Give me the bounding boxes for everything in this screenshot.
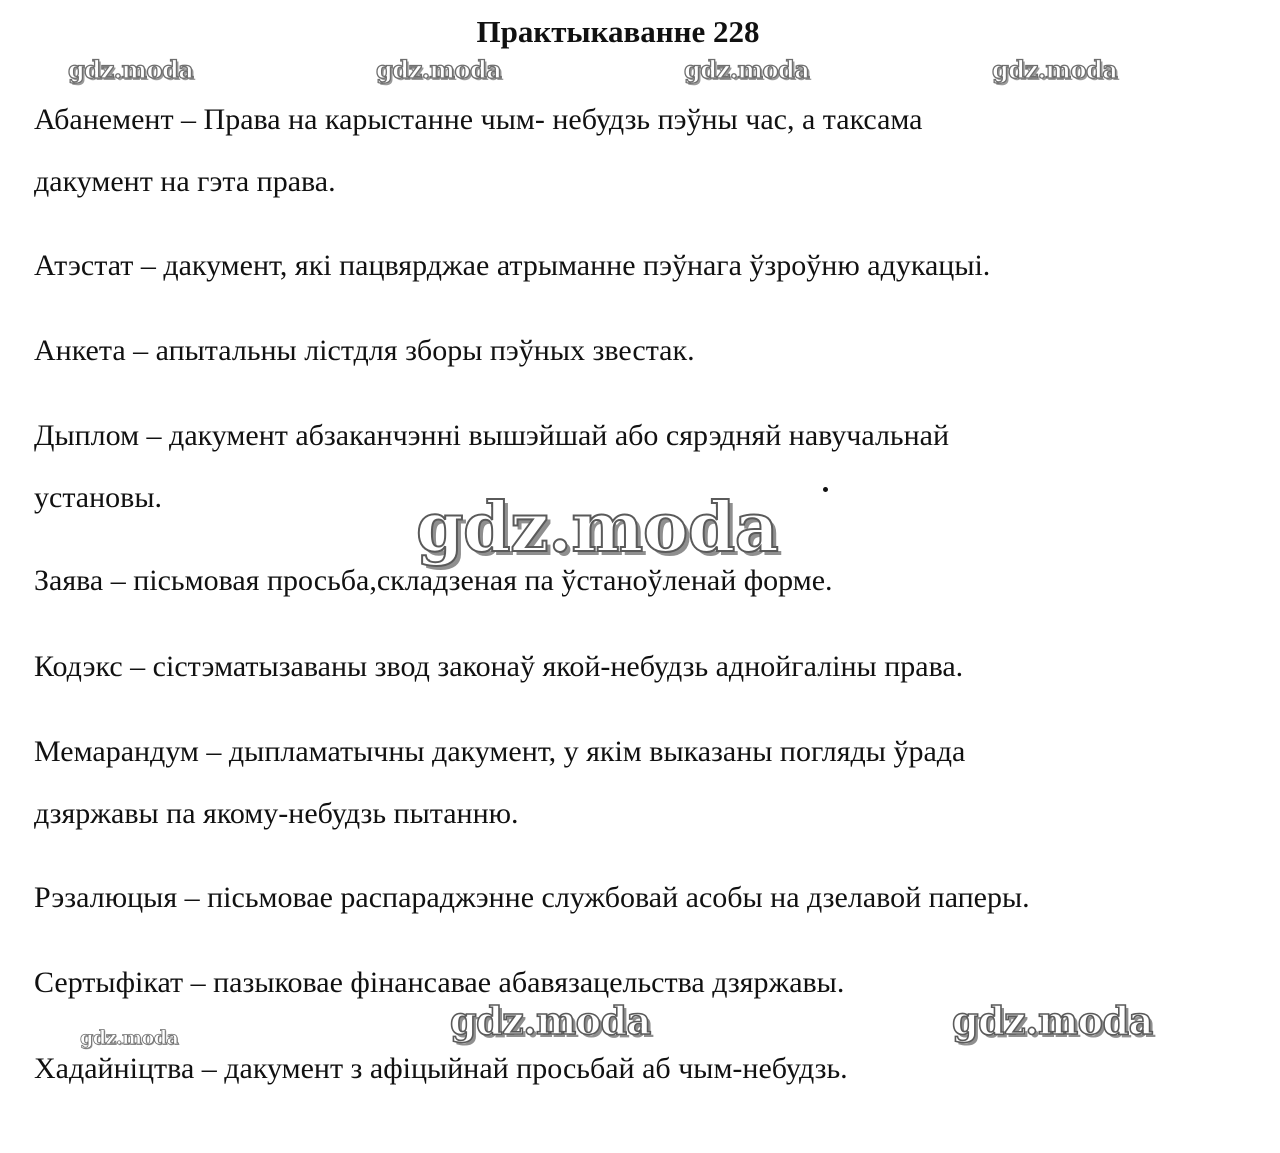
entry-khadainitstva bbox=[34, 1038, 1234, 1100]
entry-text: Атэстат – дакумент, які пацвярджае атрыманне пэўнага ўзроўню адукацыі. bbox=[34, 249, 991, 282]
entry-sertyfikat bbox=[34, 952, 1234, 1014]
entry-zaiava bbox=[34, 550, 1234, 612]
page-title: Практыкаванне 228 bbox=[476, 14, 760, 49]
entry-rezaliucyia bbox=[34, 867, 1234, 929]
entry-text: Анкета – апытальны лістдля зборы пэўных звестак. bbox=[34, 334, 695, 367]
entry-text: Хадайніцтва – дакумент з афіцыйнай просьбай аб чым-небудзь. bbox=[34, 1052, 848, 1085]
entry-atestat bbox=[34, 235, 1234, 297]
entry-text: Абанемент – Права на карыстанне чым- небудзь пэўны час, а таксама bbox=[34, 103, 923, 136]
entry-text-continued: установы. bbox=[34, 481, 162, 514]
entry-memarandum bbox=[34, 721, 1234, 845]
entry-kodeks bbox=[34, 636, 1234, 698]
watermark: gdz.moda bbox=[416, 488, 779, 568]
entry-text: Мемарандум – дыпламатычны дакумент, у якім выказаны погляды ўрада bbox=[34, 735, 966, 768]
entry-text-continued: дзяржавы па якому-небудзь пытанню. bbox=[34, 797, 519, 830]
ink-dot bbox=[823, 487, 828, 492]
watermark: gdz.moda bbox=[376, 55, 502, 84]
watermark: gdz.moda bbox=[952, 998, 1153, 1043]
entry-dyplom bbox=[34, 405, 1234, 529]
entry-text-continued: дакумент на гэта права. bbox=[34, 165, 336, 198]
entry-text: Рэзалюцыя – пісьмовае распараджэнне службовай асобы на дзелавой паперы. bbox=[34, 881, 1030, 914]
entry-text: Дыплом – дакумент абзаканчэнні вышэйшай або сярэдняй навучальнай bbox=[34, 419, 950, 452]
watermark: gdz.moda bbox=[450, 998, 651, 1043]
entry-text: Сертыфікат – пазыковае фінансавае абавязацельства дзяржавы. bbox=[34, 966, 845, 999]
entry-text: Заява – пісьмовая просьба,складзеная па ўстаноўленай форме. bbox=[34, 564, 833, 597]
watermark: gdz.moda bbox=[80, 1027, 179, 1049]
entry-text: Кодэкс – сістэматызаваны звод законаў якой-небудзь аднойгаліны права. bbox=[34, 650, 964, 683]
watermark: gdz.moda bbox=[684, 55, 810, 84]
watermark: gdz.moda bbox=[992, 55, 1118, 84]
entry-anketa bbox=[34, 320, 1234, 382]
watermark: gdz.moda bbox=[68, 55, 194, 84]
entry-abanement bbox=[34, 89, 1234, 213]
